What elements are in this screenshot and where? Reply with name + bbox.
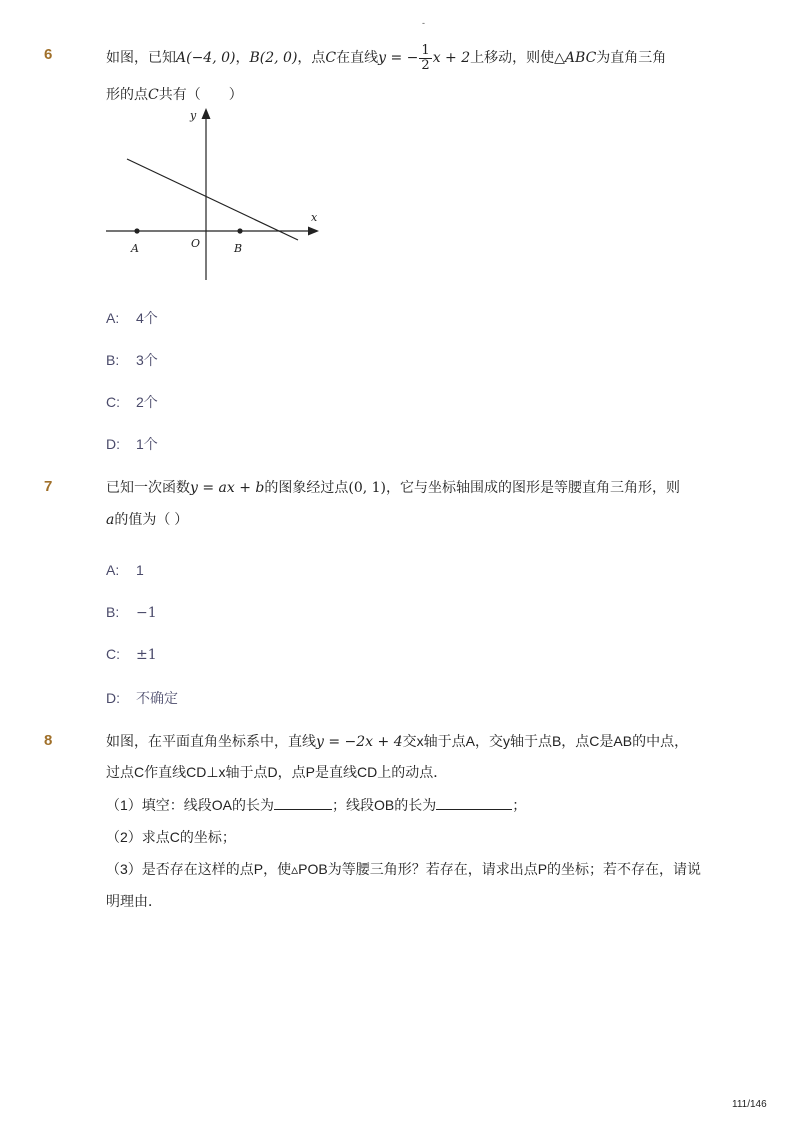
q8-text: ；线段OB的长为 [332,797,437,813]
q7-equation: y = ax + b [190,480,265,496]
b-label: B [234,242,243,255]
q6-equation-right: x + 2 [432,50,471,67]
blank-oa[interactable] [274,795,332,810]
option-text: 1个 [136,436,158,452]
option-text: 2个 [136,394,158,410]
x-label: x [311,211,318,224]
q6-point-a: A(−4, 0) [176,50,236,67]
option-text: 不确定 [136,690,178,706]
q6-option-a[interactable] [106,308,158,328]
option-text: −1 [136,605,157,621]
q6-text: 为直角三角 [596,49,667,66]
x-axis-arrow [308,227,319,236]
q8-text: （1）填空：线段OA的长为 [106,797,275,813]
q6-text: 上移动，则使△ [470,49,565,66]
option-label: A: [106,562,120,578]
option-label: B: [106,352,120,368]
header-mark: - [422,18,425,28]
question-8-line-2: 过点C作直线CD⊥x轴于点D，点P是直线CD上的动点． [106,764,448,780]
q7-point: (0, 1) [348,480,387,496]
q6-option-b[interactable] [106,350,158,370]
question-8-part-2: （2）求点C的坐标； [106,829,236,845]
question-8-part-3: （3）是否存在这样的点P，使▵POB为等腰三角形？若存在，请求出点P的坐标；若不存在，请说 [106,861,702,877]
q6-fraction [419,44,431,73]
page-number: 111/146 [732,1099,767,1110]
q7-option-a[interactable] [106,562,144,578]
option-label: D: [106,690,120,706]
option-label: C: [106,394,120,410]
line-c [127,159,298,240]
q6-point-c: C [325,50,337,67]
point-b [237,228,242,233]
q6-fraction-numerator: 1 [421,43,430,58]
q6-option-c[interactable] [106,392,158,412]
q8-text: ； [512,797,527,813]
q6-point-c: C [148,87,159,103]
a-label: A [131,242,139,255]
q7-variable-a: a [106,512,115,528]
q7-text: 已知一次函数 [106,479,190,495]
question-7-number: 7 [44,478,53,495]
q7-text: ，它与坐标轴围成的图形是等腰直角三角形，则 [386,479,681,495]
option-text: 3个 [136,352,158,368]
question-7-line-1 [106,475,680,500]
q6-equation-left: y = − [378,50,419,67]
q6-point-b: B(2, 0) [249,50,298,67]
question-6-line-1 [106,44,666,73]
option-text: 1 [136,562,144,578]
question-6-number: 6 [44,46,53,63]
y-label: y [190,109,197,122]
y-axis-arrow [202,108,211,119]
option-label: B: [106,604,120,620]
question-8-part-3-cont: 明理由． [106,893,162,909]
question-8-part-1 [106,793,526,817]
q8-text: 交x轴于点A，交y轴于点B，点C是AB的中点， [402,733,689,749]
point-a [134,228,139,233]
question-8-number: 8 [44,732,53,749]
option-label: C: [106,646,120,662]
q6-text: ，点 [297,49,326,66]
q8-equation: y = −2x + 4 [316,734,403,750]
q6-fraction-denominator: 2 [421,58,430,73]
q6-text: 如图，已知 [106,49,176,66]
question-7-line-2 [106,507,188,532]
q6-triangle: ABC [564,50,597,67]
q7-text: 的图象经过点 [264,479,349,495]
q6-text: 形的点 [106,86,148,102]
option-text: ±1 [136,647,157,663]
q7-option-d[interactable] [106,688,178,708]
blank-ob[interactable] [436,795,512,810]
q8-text: 如图，在平面直角坐标系中，直线 [106,733,316,749]
option-label: A: [106,310,120,326]
q7-text: 的值为（ ） [114,511,189,527]
q6-text: 共有（ ） [158,86,243,102]
o-label: O [191,237,201,250]
option-text: 4个 [136,310,158,326]
question-8-line-1 [106,729,688,754]
q6-text: 在直线 [336,49,379,66]
q7-option-c[interactable] [106,646,157,663]
q6-option-d[interactable] [106,434,158,454]
q6-sep: ， [235,49,250,66]
q6-coordinate-figure [100,104,330,284]
q7-option-b[interactable] [106,604,157,621]
option-label: D: [106,436,120,452]
